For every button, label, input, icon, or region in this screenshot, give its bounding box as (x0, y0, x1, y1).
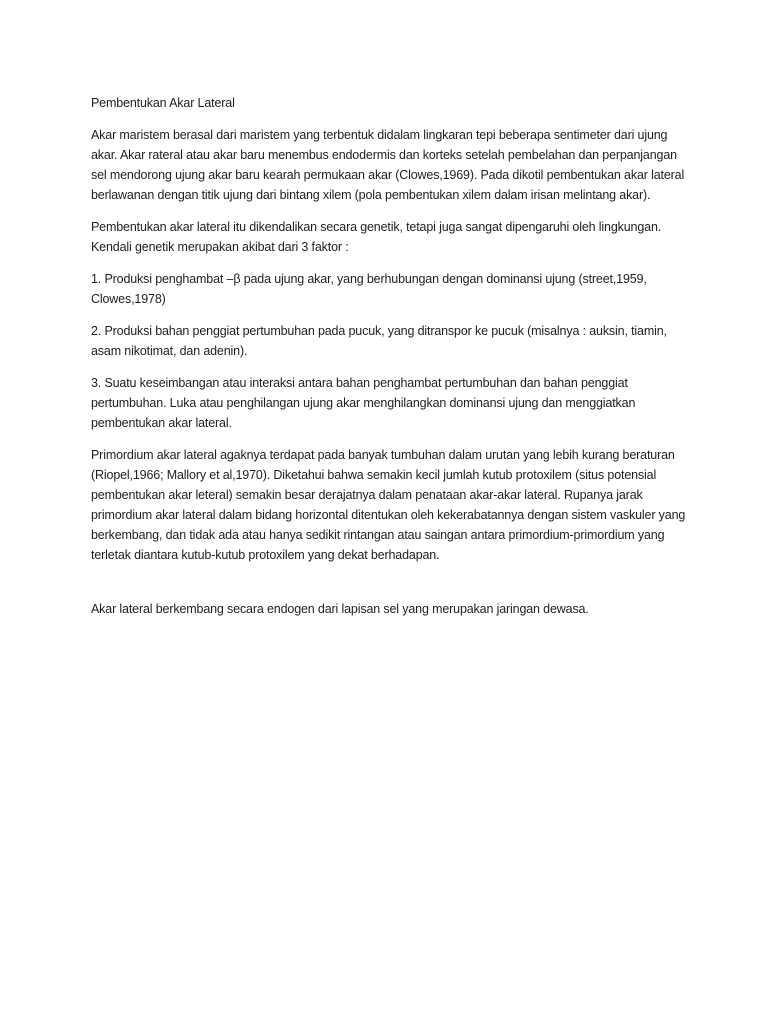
paragraph-1: Akar maristem berasal dari maristem yang terbentuk didalam lingkaran tepi beberapa sentimeter dari ujung akar. Akar rateral atau akar baru menembus endodermis dan korteks setelah pembelahan dan perpanjangan sel mendorong ujung akar baru kearah permukaan akar (Clowes,1969). Pada dikotil pembentukan akar lateral berlawanan dengan titik ujung dari bintang xilem (pola pembentukan xilem dalam irisan melintang akar). (91, 128, 685, 202)
document-title: Pembentukan Akar Lateral (91, 96, 235, 110)
document-body (91, 93, 687, 631)
paragraph-3: Primordium akar lateral agaknya terdapat pada banyak tumbuhan dalam urutan yang lebih kurang beraturan (Riopel,1966; Mallory et al,1970). Diketahui bahwa semakin kecil jumlah kutub protoxilem (situs potensial pembentukan akar leteral) semakin besar derajatnya dalam penataan akar-akar lateral. Rupanya jarak primordium akar lateral dalam bidang horizontal ditentukan oleh kekerabatannya dengan sistem vaskuler yang berkembang, dan tidak ada atau hanya sedikit rintangan atau saingan antara primordium-primordium yang terletak diantara kutub-kutub protoxilem yang dekat berhadapan. (91, 448, 686, 562)
paragraph-2: Pembentukan akar lateral itu dikendalikan secara genetik, tetapi juga sangat dipengaruhi oleh lingkungan. Kendali genetik merupakan akibat dari 3 faktor : (91, 220, 662, 254)
list-item-1: 1. Produksi penghambat –β pada ujung akar, yang berhubungan dengan dominansi ujung (street,1959, Clowes,1978) (91, 272, 647, 306)
paragraph-4: Akar lateral berkembang secara endogen dari lapisan sel yang merupakan jaringan dewasa. (91, 602, 589, 616)
list-item-3: 3. Suatu keseimbangan atau interaksi antara bahan penghambat pertumbuhan dan bahan penggiat pertumbuhan. Luka atau penghilangan ujung akar menghilangkan dominansi ujung dan menggiatkan pembentukan akar lateral. (91, 376, 636, 430)
list-item-2: 2. Produksi bahan penggiat pertumbuhan pada pucuk, yang ditranspor ke pucuk (misalnya : auksin, tiamin, asam nikotimat, dan adenin). (91, 324, 667, 358)
